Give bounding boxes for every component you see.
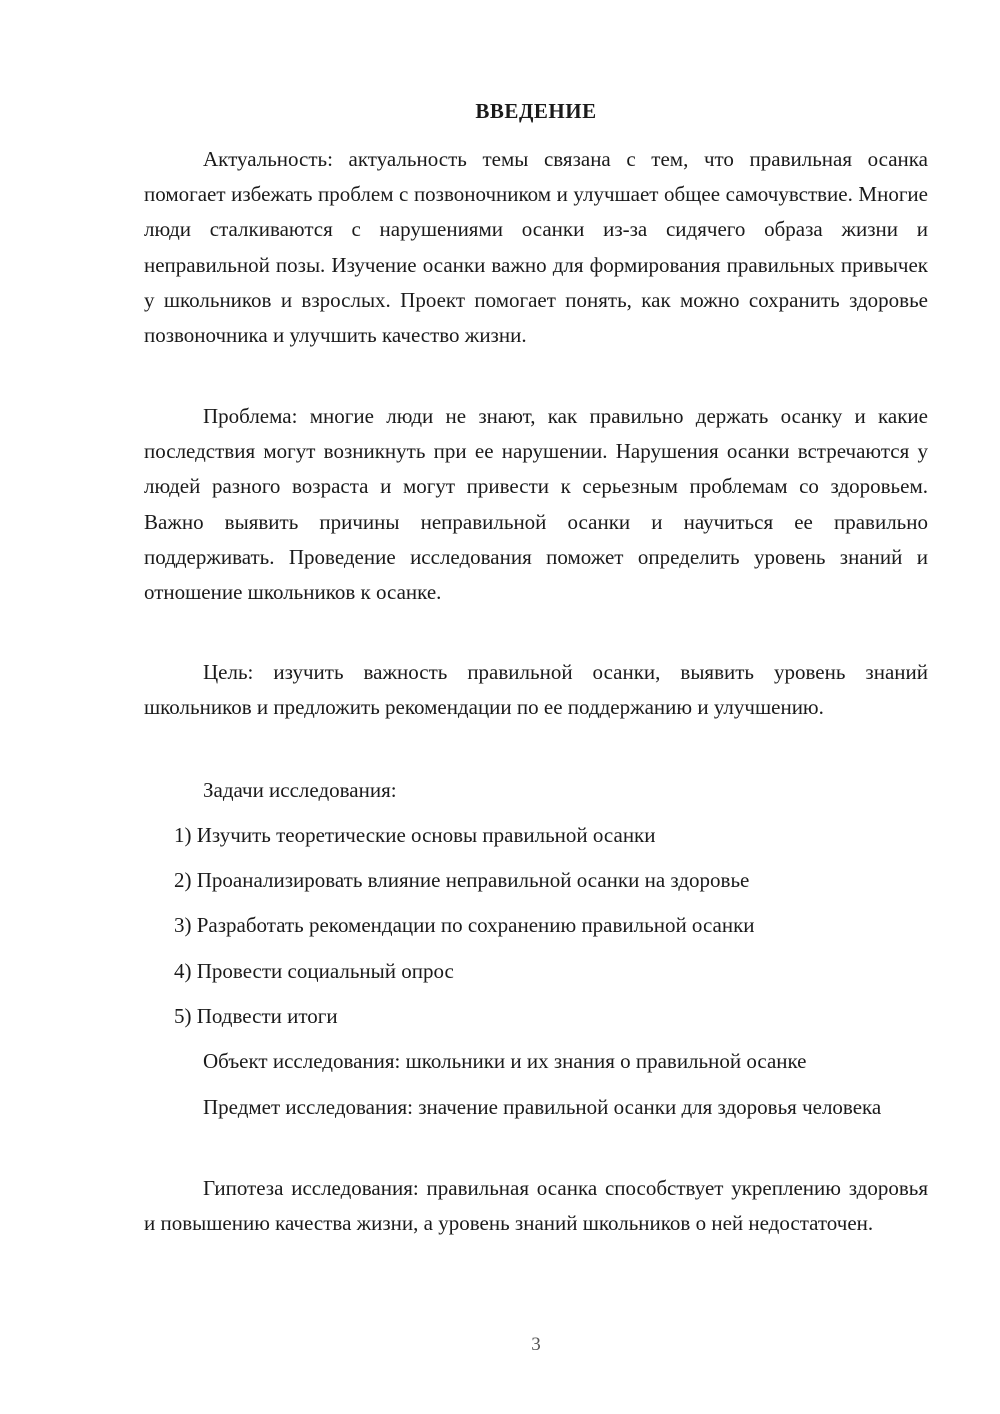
task-item-5: 5) Подвести итоги xyxy=(174,1004,338,1028)
task-item-4: 4) Провести социальный опрос xyxy=(174,959,454,983)
page-title: ВВЕДЕНИЕ xyxy=(475,99,597,123)
tasks-heading: Задачи исследования: xyxy=(203,778,397,802)
paragraph-problem: Проблема: многие люди не знают, как правильно держать осанку и какие последствия могут возникнуть при ее нарушении. Нарушения осанки встречаются у людей разного возраста и могут привести к серьезным проблемам со здоровьем. Важно выявить причины неправильной осанки и научиться ее правильно поддерживать. Проведение исследования поможет определить уровень знаний и отношение школьников к осанке. xyxy=(144,404,928,605)
paragraph-hypothesis: Гипотеза исследования: правильная осанка способствует укреплению здоровья и повышению качества жизни, а уровень знаний школьников о ней недостаточен. xyxy=(144,1176,928,1236)
paragraph-relevance: Актуальность: актуальность темы связана с тем, что правильная осанка помогает избежать проблем с позвоночником и улучшает общее самочувствие. Многие люди сталкиваются с нарушениями осанки из-за сидячего образа жизни и неправильной позы. Изучение осанки важно для формирования правильных привычек у школьников и взрослых. Проект помогает понять, как можно сохранить здоровье позвоночника и улучшить качество жизни. xyxy=(144,147,928,348)
task-item-2: 2) Проанализировать влияние неправильной осанки на здоровье xyxy=(174,868,750,892)
paragraph-object: Объект исследования: школьники и их знания о правильной осанке xyxy=(203,1049,807,1073)
page-number: 3 xyxy=(531,1334,541,1355)
paragraph-goal: Цель: изучить важность правильной осанки, выявить уровень знаний школьников и предложить рекомендации по ее поддержанию и улучшению. xyxy=(144,660,928,720)
task-item-3: 3) Разработать рекомендации по сохранению правильной осанки xyxy=(174,913,755,937)
task-item-1: 1) Изучить теоретические основы правильной осанки xyxy=(174,823,656,847)
paragraph-subject: Предмет исследования: значение правильной осанки для здоровья человека xyxy=(203,1095,882,1119)
